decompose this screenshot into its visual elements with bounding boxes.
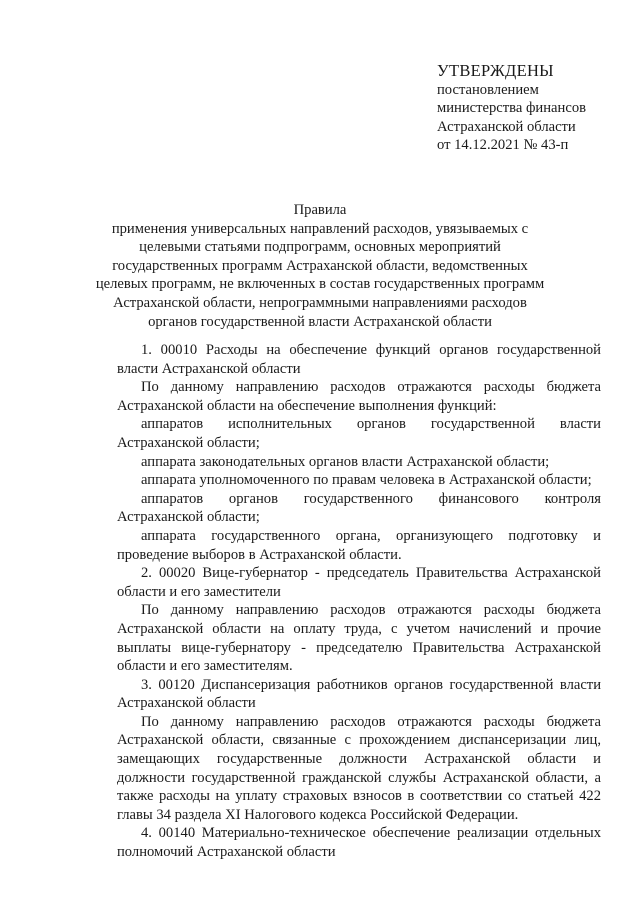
section-heading: 3. 00120 Диспансеризация работников органов государственной власти Астраханской области [117,676,601,712]
list-item: аппарата государственного органа, организующего подготовку и проведение выборов в Астраханской области. [117,527,601,563]
section-heading: 2. 00020 Вице-губернатор - председатель Правительства Астраханской области и его заместители [117,565,601,600]
approval-date-number: от 14.12.2021 № 43-п [437,137,569,154]
paragraph: По данному направлению расходов отражаются расходы бюджета Астраханской области на обеспечение выполнения функций: [117,379,601,414]
paragraph: По данному направлению расходов отражаются расходы бюджета Астраханской области, связанные с прохождением диспансеризации лиц, замещающих государственные должности Астраханской области и должности государственной гражданской службы Астраханской области, а также расходы на уплату страховых взносов в соответствии со статьей 422 главы 34 раздела XI Налогового кодекса Российской Федерации. [117,713,601,823]
list-item: аппаратов органов государственного финансового контроля Астраханской области; [117,490,601,526]
approval-line: постановлением [437,82,539,98]
approval-line: Астраханской области [437,118,576,135]
document-body [117,341,601,862]
list-item: аппаратов исполнительных органов государственной власти Астраханской области; [117,416,601,451]
approval-heading: УТВЕРЖДЕНЫ [437,61,554,80]
document-title [90,201,550,331]
approval-stamp [437,60,627,155]
paragraph: По данному направлению расходов отражаются расходы бюджета Астраханской области на оплату труда, с учетом начислений и прочие выплаты вице-губернатору - председателю Правительства Астраханской области и его заместителям. [117,602,601,675]
section-heading: 4. 00140 Материально-техническое обеспечение реализации отдельных полномочий Астраханской области [117,825,601,861]
list-item: аппарата законодательных органов власти Астраханской области; [141,453,550,470]
list-item: аппарата уполномоченного по правам человека в Астраханской области; [141,472,592,489]
approval-line: министерства финансов [437,100,587,117]
title-word: Правила [293,202,347,218]
title-text: применения универсальных направлений расходов, увязываемых с целевыми статьями подпрограмм, основных мероприятий государственных программ Астраханской области, ведомственных целевых программ, не включенных в состав государственных программ Астраханской области, непрограммными направлениями расходов органов государственной власти Астраханской области [95,220,545,330]
section-heading: 1. 00010 Расходы на обеспечение функций органов государственной власти Астраханской области [117,342,601,377]
